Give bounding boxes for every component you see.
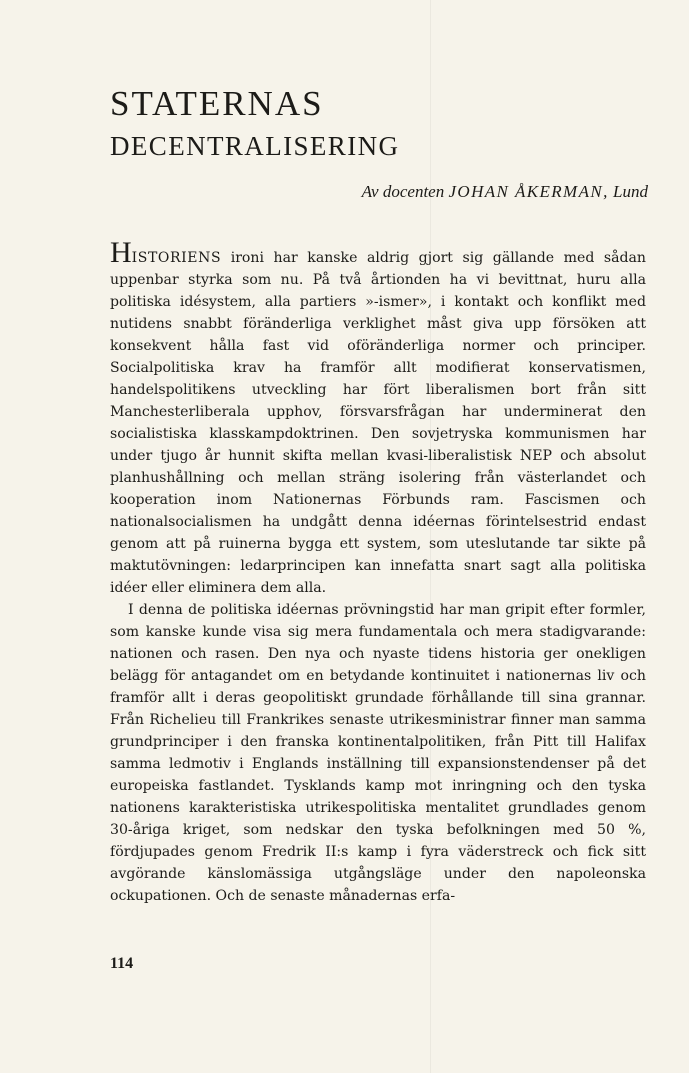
lead-word: ISTORIENS bbox=[131, 250, 222, 266]
byline-author: JOHAN ÅKERMAN, bbox=[448, 182, 609, 201]
article-title-line1: STATERNAS bbox=[110, 84, 324, 123]
article-body bbox=[110, 236, 647, 907]
article-title-line2: DECENTRALISERING bbox=[110, 131, 400, 161]
page-number: 114 bbox=[110, 955, 134, 972]
byline-prefix: Av docenten bbox=[361, 182, 445, 201]
drop-cap: H bbox=[110, 236, 132, 269]
byline bbox=[362, 182, 648, 202]
paragraph-1-text: ironi har kanske aldrig gjort sig gällande med sådan uppenbar styrka som nu. På två årtionden ha vi bevittnat, huru alla politiska idésystem, alla partiers »-ismer», i kontakt och konflikt med nutidens snabbt föränderliga verklighet måst giva upp försöken att konsekvent hålla fast vid oföränderliga normer och principer. Socialpolitiska krav ha framför allt modifierat konservatismen, handelspolitikens utveckling har fört liberalismen bort från sitt Manchesterliberala upphov, försvarsfrågan har underminerat den socialistiska klasskampdoktrinen. Den sovjetryska kommunismen har under tjugo år hunnit skifta mellan kvasi-liberalistisk NEP och absolut planhushållning och mellan sträng isolering från västerlandet och kooperation inom Nationernas Förbunds ram. Fascismen och nationalsocialismen ha undgått denna idéernas förintelsestrid endast genom att på ruinerna bygga ett system, som uteslutande tar sikte på maktutövningen: ledarprincipen kan innefatta snart sagt alla politiska idéer eller eliminera dem alla. bbox=[110, 250, 647, 596]
byline-place: Lund bbox=[613, 182, 648, 201]
paragraph-2-text: I denna de politiska idéernas prövningstid har man gripit efter formler, som kanske kunde visa sig mera fundamentala och mera stadigvarande: nationen och rasen. Den nya och nyaste tidens historia ger onekligen belägg för antagandet om en betydande kontinuitet i nationernas liv och framför allt i deras geopolitiskt grundade förhållande till sina grannar. Från Richelieu till Frankrikes senaste utrikesministrar finner man samma grundprinciper i den franska kontinentalpolitiken, från Pitt till Halifax samma ledmotiv i Englands inställning till expansionstendenser på det europeiska fastlandet. Tysklands kamp mot inringning och den tyska nationens karakteristiska utrikespolitiska mentalitet grundlades genom 30-åriga kriget, som nedskar den tyska befolkningen med 50 %, fördjupades genom Fredrik II:s kamp i fyra väderstreck och fick sitt avgörande känslomässiga utgångsläge under den napoleonska ockupationen. Och de senaste månadernas erfa- bbox=[110, 602, 646, 904]
paragraph-2 bbox=[110, 599, 646, 907]
paragraph-1 bbox=[110, 236, 647, 599]
